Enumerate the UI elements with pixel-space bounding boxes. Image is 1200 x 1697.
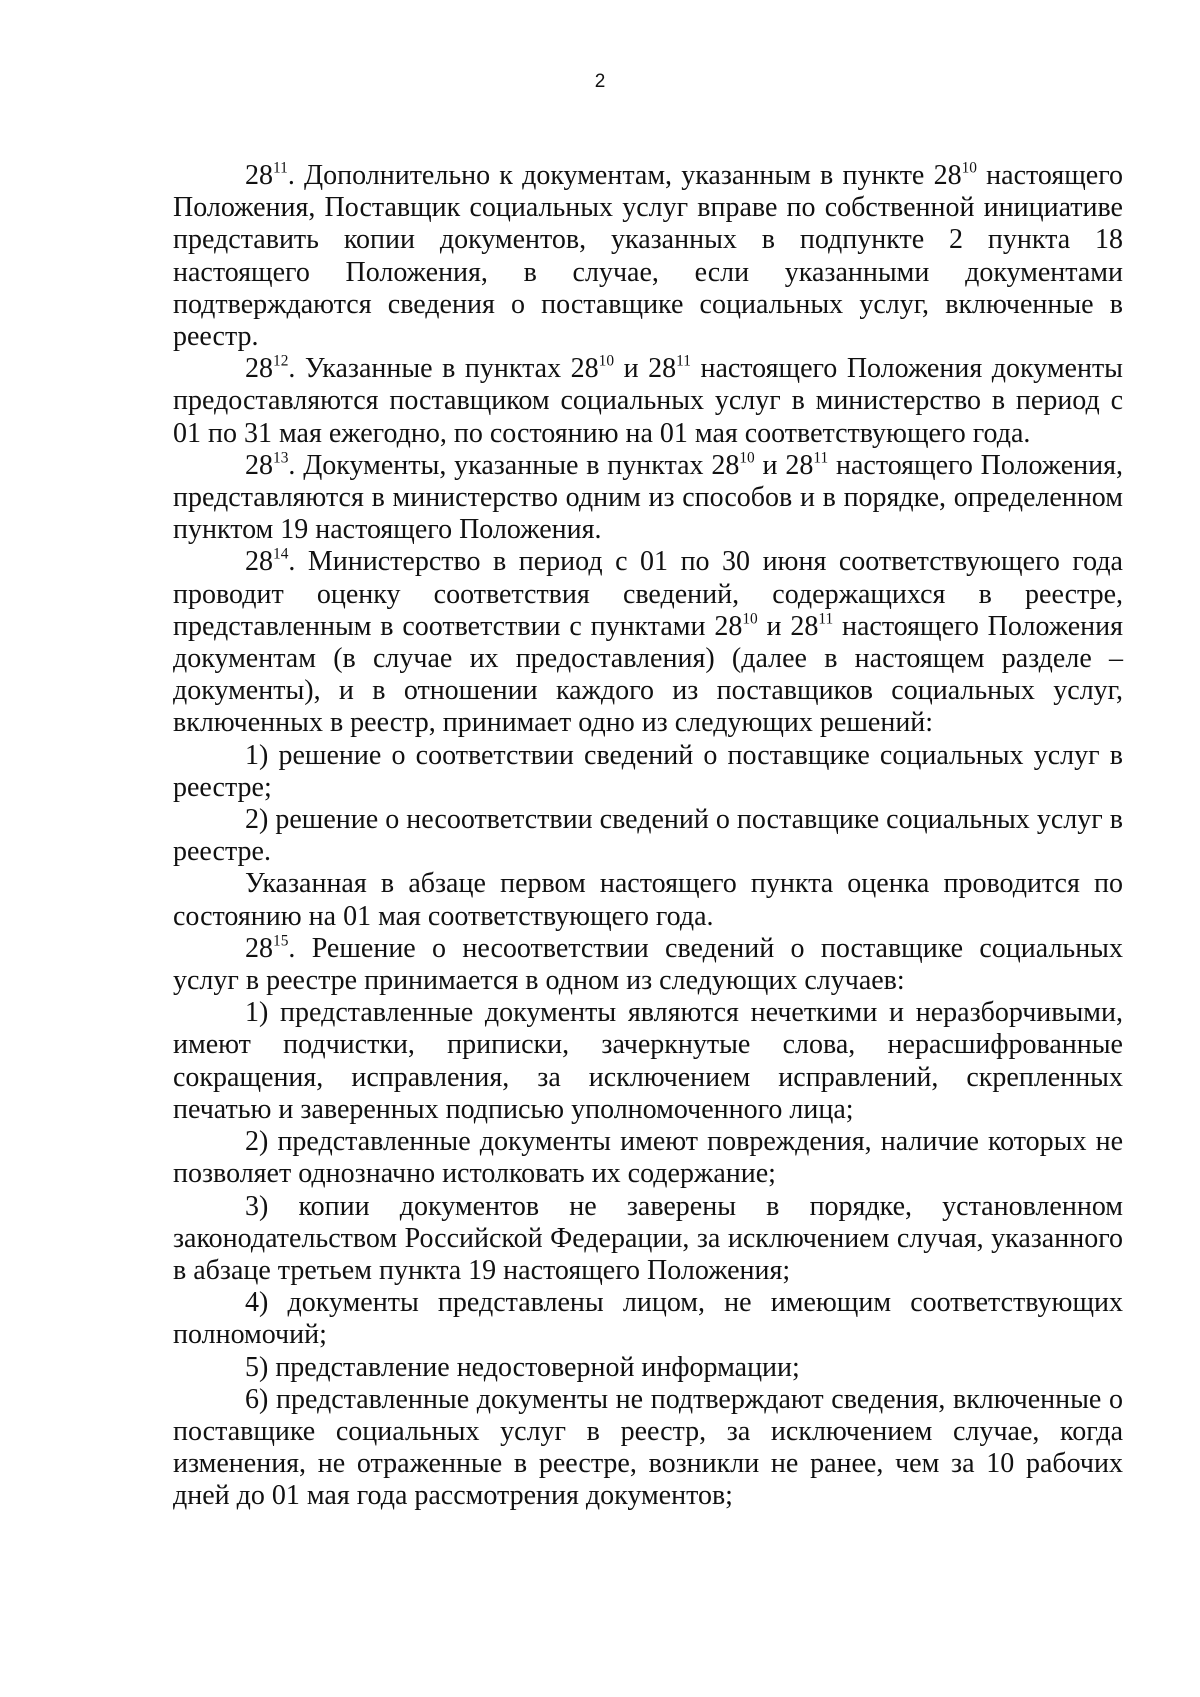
superscript-index: 14 [273,545,289,563]
paragraph-p28-15-4 [173,1287,1123,1351]
paragraph-p28-15-1 [173,997,1123,1126]
text-run: 1) представленные документы являются нечеткими и неразборчивыми, имеют подчистки, приписки, зачеркнутые слова, нерасшифрованные сокращения, исправления, за исключением исправлений, скрепленных печатью и заверенных подписью уполномоченного лица; [173,997,1123,1125]
text-run: 4) документы представлены лицом, не имеющим соответствующих полномочий; [173,1287,1123,1351]
text-run: . Министерство в период с 01 по 30 июня соответствующего года проводит оценку соответствия сведений, содержащихся в реестре, представленным в соответствии с пунктами 28 [173,546,1123,642]
text-run: 28 [245,932,273,964]
superscript-index: 11 [273,159,288,177]
text-run: 28 [245,160,273,191]
paragraph-p28-12 [173,353,1123,450]
text-run: настоящего Положения, представляются в министерство одним из способов и в порядке, определенном пунктом 19 настоящего Положения. [173,449,1124,546]
text-run: настоящего Положения документы предоставляются поставщиком социальных услуг в министерство в период с 01 по 31 мая ежегодно, по состоянию на 01 мая соответствующего года. [173,353,1123,449]
text-run: 2) решение о несоответствии сведений о поставщике социальных услуг в реестре. [173,804,1123,868]
text-run: 28 [245,546,273,578]
text-run: и 28 [757,610,819,642]
paragraph-p28-11 [173,160,1123,353]
text-run: и 28 [614,353,677,385]
superscript-index: 11 [818,610,834,628]
superscript-index: 10 [739,449,755,467]
document-body [173,160,1123,1513]
text-run: и 28 [754,449,814,481]
text-run: . Документы, указанные в пунктах 28 [288,449,740,481]
text-run: настоящего Положения документам (в случае их предоставления) (далее в настоящем разделе – документы), и в отношении каждого из поставщиков социальных услуг, включенных в реестр, принимает одно из следующих решений: [173,610,1124,739]
text-run: . Решение о несоответствии сведений о поставщике социальных услуг в реестре принимается в одном из следующих случаев: [173,932,1123,997]
paragraph-p28-13 [173,450,1123,547]
text-run: 1) решение о соответствии сведений о поставщике социальных услуг в реестре; [173,739,1123,803]
text-run: 5) представление недостоверной информации; [245,1351,800,1383]
superscript-index: 10 [961,159,977,177]
text-run: 28 [245,449,273,481]
text-run: 6) представленные документы не подтверждают сведения, включенные о поставщике социальных услуг в реестр, за исключением случае, когда изменения, не отраженные в реестре, возникли не ранее, чем за 10 рабочих дней до 01 мая года рассмотрения документов; [173,1383,1123,1512]
text-run: . Указанные в пунктах 28 [288,353,599,385]
text-run: настоящего Положения, Поставщик социальных услуг вправе по собственной инициативе представить копии документов, указанных в подпункте 2 пункта 18 настоящего Положения, в случае, если указанными документами подтверждаются сведения о поставщике социальных услуг, включенные в реестр. [173,160,1124,353]
paragraph-p28-15-6 [173,1384,1123,1513]
paragraph-p28-15-5 [173,1352,1123,1384]
superscript-index: 10 [742,610,758,628]
superscript-index: 11 [813,449,829,467]
paragraph-p28-14-note [173,868,1123,932]
paragraph-p28-14 [173,546,1123,739]
paragraph-p28-14-2 [173,804,1123,868]
superscript-index: 13 [273,449,289,467]
text-run: 2) представленные документы имеют повреждения, наличие которых не позволяет однозначно истолковать их содержание; [173,1126,1123,1190]
superscript-index: 10 [598,352,615,370]
text-run: 28 [245,353,273,385]
paragraph-p28-14-1 [173,740,1123,804]
paragraph-p28-15-3 [173,1191,1123,1288]
superscript-index: 12 [273,352,289,370]
text-run: . Дополнительно к документам, указанным в пункте 28 [287,160,962,191]
superscript-index: 15 [273,932,289,950]
text-run: 3) копии документов не заверены в порядке, установленном законодательством Российской Федерации, за исключением случая, указанного в абзаце третьем пункта 19 настоящего Положения; [173,1190,1123,1286]
paragraph-p28-15 [173,933,1123,997]
text-run: Указанная в абзаце первом настоящего пункта оценка проводится по состоянию на 01 мая соответствующего года. [173,868,1123,932]
paragraph-p28-15-2 [173,1126,1123,1190]
page-number: 2 [594,71,606,92]
superscript-index: 11 [676,352,691,370]
